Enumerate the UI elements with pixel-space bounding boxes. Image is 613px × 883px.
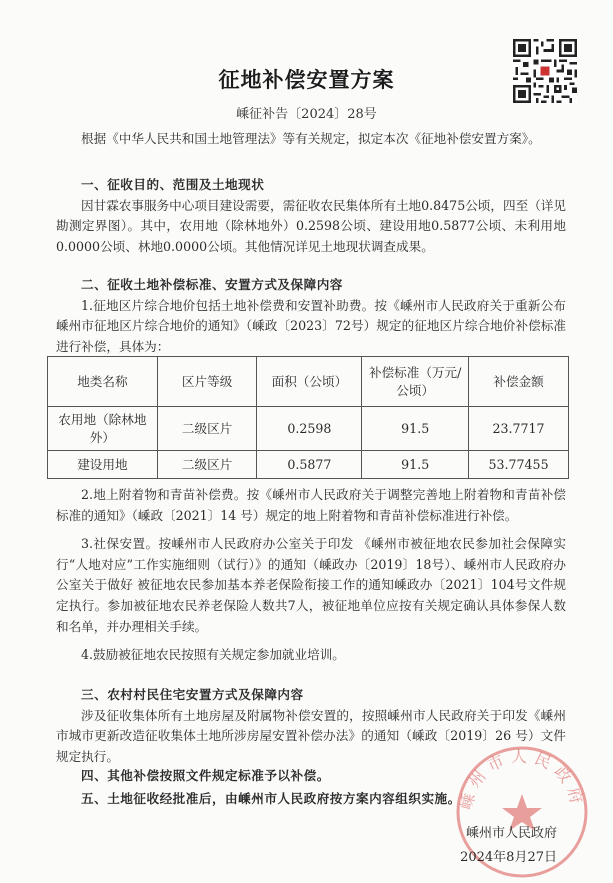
table-header-row xyxy=(48,357,569,407)
table-header-cell: 区片等级 xyxy=(157,357,257,407)
signature-org: 嵊州市人民政府 xyxy=(465,826,557,841)
section-1-body: 因甘霖农事服务中心项目建设需要，需征收农民集体所有土地0.8475公顷，四至（详见勘测定界图）。其中，农用地（除林地外）0.2598公顷、建设用地0.5877公顷、未利用地0.0000公顷、林地0.0000公顷。其他情况详见土地现状调查成果。 xyxy=(56,197,566,254)
compensation-table xyxy=(47,356,569,479)
table-cell: 二级区片 xyxy=(157,451,257,479)
signature-date: 2024年8月27日 xyxy=(460,850,557,865)
section-4-heading: 四、其他补偿按照文件规定标准予以补偿。 xyxy=(81,768,330,783)
section-2-item-2: 2.地上附着物和青苗补偿费。按《嵊州市人民政府关于调整完善地上附着物和青苗补偿标准的通知》（嵊政〔2021〕14 号）规定的地上附着物和青苗补偿标准进行补偿。 xyxy=(56,487,566,523)
table-cell: 0.2598 xyxy=(257,407,362,451)
table-row xyxy=(48,451,569,479)
table-header-cell: 面积（公顷） xyxy=(257,357,362,407)
section-3-body: 涉及征收集体所有土地房屋及附属物补偿安置的，按照嵊州市人民政府关于印发《嵊州市城市更新改造征收集体土地所涉房屋安置补偿办法》的通知（嵊政〔2019〕26 号）文件规定执行。 xyxy=(56,707,566,764)
intro-paragraph: 根据《中华人民共和国土地管理法》等有关规定，拟定本次《征地补偿安置方案》。 xyxy=(81,131,541,146)
section-1 xyxy=(56,175,566,257)
table-cell: 91.5 xyxy=(362,407,469,451)
intro-block xyxy=(56,129,566,150)
section-2-heading: 二、征收土地补偿标准、安置方式及保障内容 xyxy=(81,277,343,292)
table-cell: 23.7717 xyxy=(469,407,569,451)
section-2 xyxy=(56,275,566,357)
table-header-cell: 地类名称 xyxy=(48,357,158,407)
document-title: 征地补偿安置方案 xyxy=(218,67,395,92)
section-5-heading: 五、土地征收经批准后，由嵊州市人民政府按方案内容组织实施。 xyxy=(81,791,461,806)
table-cell: 91.5 xyxy=(362,451,469,479)
section-2-item-1: 1.征地区片综合地价包括土地补偿费和安置补助费。按《嵊州市人民政府关于重新公布嵊州市征地区片综合地价的通知》（嵊政〔2023〕72号）规定的征地区片综合地价补偿标准进行补偿，具体为： xyxy=(56,297,566,354)
table-cell: 建设用地 xyxy=(48,451,158,479)
table-header-cell: 补偿金额 xyxy=(469,357,569,407)
section-2-item-4: 4.鼓励被征地农民按照有关规定参加就业培训。 xyxy=(81,647,345,663)
table-cell: 53.77455 xyxy=(469,451,569,479)
document-number: 嵊征补告〔2024〕28号 xyxy=(236,107,377,122)
section-2-continued xyxy=(56,485,566,666)
section-3-heading: 三、农村村民住宅安置方式及保障内容 xyxy=(81,687,304,702)
table-row xyxy=(48,407,569,451)
seal-text: 嵊州市人民政府 xyxy=(456,747,588,812)
table-header-cell: 补偿标准（万元/公顷） xyxy=(362,357,469,407)
section-2-item-3: 3.社保安置。按嵊州市人民政府办公室关于印发 《嵊州市被征地农民参加社会保障实行“人地对应”工作实施细则（试行）》的通知（嵊政办〔2019〕18号）、嵊州市人民政府办公室关于做好 被征地农民参加基本养老保险衔接工作的通知嵊政办〔2021〕104号文件规定执行。参加被征地农民养老保险人数共7人，被征地单位应按有关规定确认具体参保人数和名单，并办理相关手续。 xyxy=(56,536,566,634)
table-cell: 二级区片 xyxy=(157,407,257,451)
table-cell: 农用地（除林地外） xyxy=(48,407,158,451)
section-1-heading: 一、征收目的、范围及土地现状 xyxy=(81,177,265,192)
table-cell: 0.5877 xyxy=(257,451,362,479)
